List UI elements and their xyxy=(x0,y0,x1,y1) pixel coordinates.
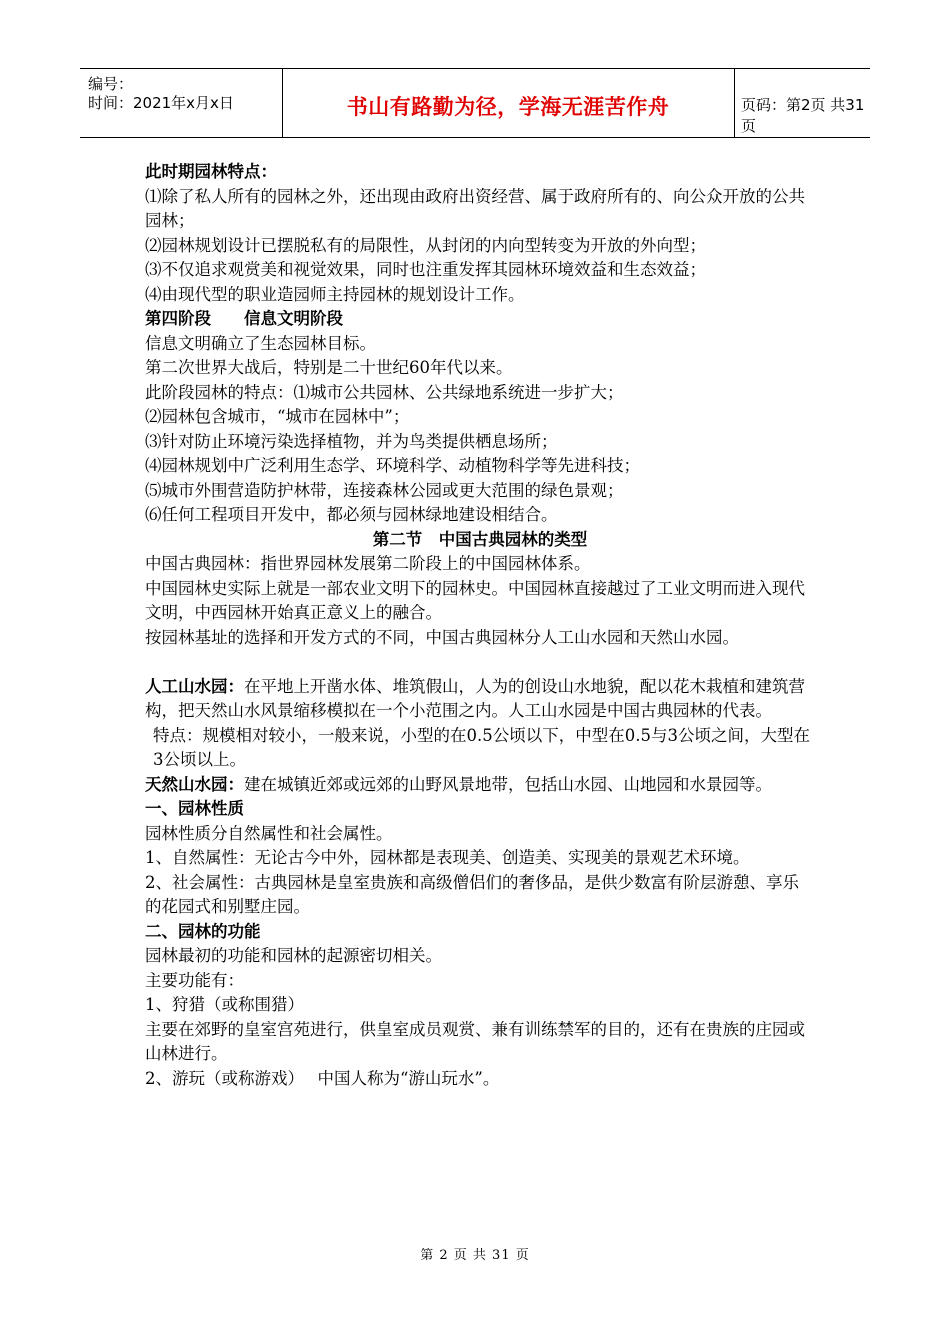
chapter-section-title: 第二节 中国古典园林的类型 xyxy=(372,529,588,549)
paragraph: 主要功能有： xyxy=(145,970,244,990)
paragraph: 中国园林史实际上就是一部农业文明下的园林史。中国园林直接越过了工业文明而进入现代文明，中西园林开始真正意义上的融合。 xyxy=(145,578,805,622)
paragraph: ⑶针对防止环境污染选择植物，并为鸟类提供栖息场所； xyxy=(145,431,558,451)
section-heading: 一、园林性质 xyxy=(145,799,244,818)
header-middle-cell xyxy=(282,69,735,137)
header-page-number: 页码：第2页 共31页 xyxy=(741,96,865,135)
header-right-cell xyxy=(735,69,870,137)
term-label: 人工山水园： xyxy=(145,676,244,696)
term-definition: 在平地上开凿水体、堆筑假山，人为的创设山水地貌，配以花木栽植和建筑营构，把天然山水风景缩移模拟在一个小范围之内。人工山水园是中国古典园林的代表。 xyxy=(145,676,805,720)
paragraph: ⑸城市外围营造防护林带，连接森林公园或更大范围的绿色景观； xyxy=(145,480,624,500)
header-motto: 书山有路勤为径，学海无涯苦作舟 xyxy=(346,94,670,119)
paragraph xyxy=(145,675,815,724)
paragraph: 信息文明确立了生态园林目标。 xyxy=(145,333,376,353)
paragraph: ⑷园林规划中广泛利用生态学、环境科学、动植物科学等先进科技； xyxy=(145,456,640,475)
paragraph: 园林最初的功能和园林的起源密切相关。 xyxy=(145,946,442,965)
paragraph: 第二次世界大战后，特别是二十世纪60年代以来。 xyxy=(145,358,513,377)
paragraph: 按园林基址的选择和开发方式的不同，中国古典园林分人工山水园和天然山水园。 xyxy=(145,627,739,647)
section-heading: 此时期园林特点： xyxy=(145,162,277,181)
blank-line xyxy=(145,650,815,675)
paragraph: 2、社会属性：古典园林是皇室贵族和高级僧侣们的奢侈品，是供少数富有阶层游憩、享乐的花园式和别墅庄园。 xyxy=(145,872,799,916)
paragraph xyxy=(145,773,815,798)
paragraph: 主要在郊野的皇室宫苑进行，供皇室成员观赏、兼有训练禁军的目的，还有在贵族的庄园或山林进行。 xyxy=(145,1019,805,1063)
paragraph: 此阶段园林的特点：⑴城市公共园林、公共绿地系统进一步扩大； xyxy=(145,382,624,402)
doc-time: 时间：2021年x月x日 xyxy=(88,94,234,112)
document-body xyxy=(145,160,815,1091)
paragraph: 2、游玩（或称游戏） 中国人称为“游山玩水”。 xyxy=(145,1068,500,1088)
page-footer: 第 2 页 共 31 页 xyxy=(420,1248,530,1263)
paragraph: 园林性质分自然属性和社会属性。 xyxy=(145,823,393,843)
paragraph: 1、自然属性：无论古今中外，园林都是表现美、创造美、实现美的景观艺术环境。 xyxy=(145,848,750,867)
paragraph: 1、狩猎（或称围猎） xyxy=(145,995,304,1014)
paragraph: ⑹任何工程项目开发中，都必须与园林绿地建设相结合。 xyxy=(145,505,558,524)
paragraph: ⑷由现代型的职业造园师主持园林的规划设计工作。 xyxy=(145,284,525,304)
doc-number: 编号： xyxy=(88,75,134,93)
stage-heading: 第四阶段 信息文明阶段 xyxy=(145,309,343,328)
header-left-cell xyxy=(80,69,283,137)
paragraph: ⑵园林包含城市，“城市在园林中”； xyxy=(145,407,410,426)
paragraph: ⑴除了私人所有的园林之外，还出现由政府出资经营、属于政府所有的、向公众开放的公共园林； xyxy=(145,186,805,230)
paragraph: 中国古典园林：指世界园林发展第二阶段上的中国园林体系。 xyxy=(145,554,591,573)
term-definition: 建在城镇近郊或远郊的山野风景地带，包括山水园、山地园和水景园等。 xyxy=(244,774,772,794)
paragraph: 特点：规模相对较小，一般来说，小型的在0.5公顷以下，中型在0.5与3公顷之间，大型在3公顷以上。 xyxy=(153,725,810,769)
paragraph: ⑶不仅追求观赏美和视觉效果，同时也注重发挥其园林环境效益和生态效益； xyxy=(145,260,706,279)
section-heading: 二、园林的功能 xyxy=(145,921,261,941)
document-header xyxy=(80,68,870,138)
term-label: 天然山水园： xyxy=(145,774,244,794)
paragraph: ⑵园林规划设计已摆脱私有的局限性，从封闭的内向型转变为开放的外向型； xyxy=(145,235,706,255)
